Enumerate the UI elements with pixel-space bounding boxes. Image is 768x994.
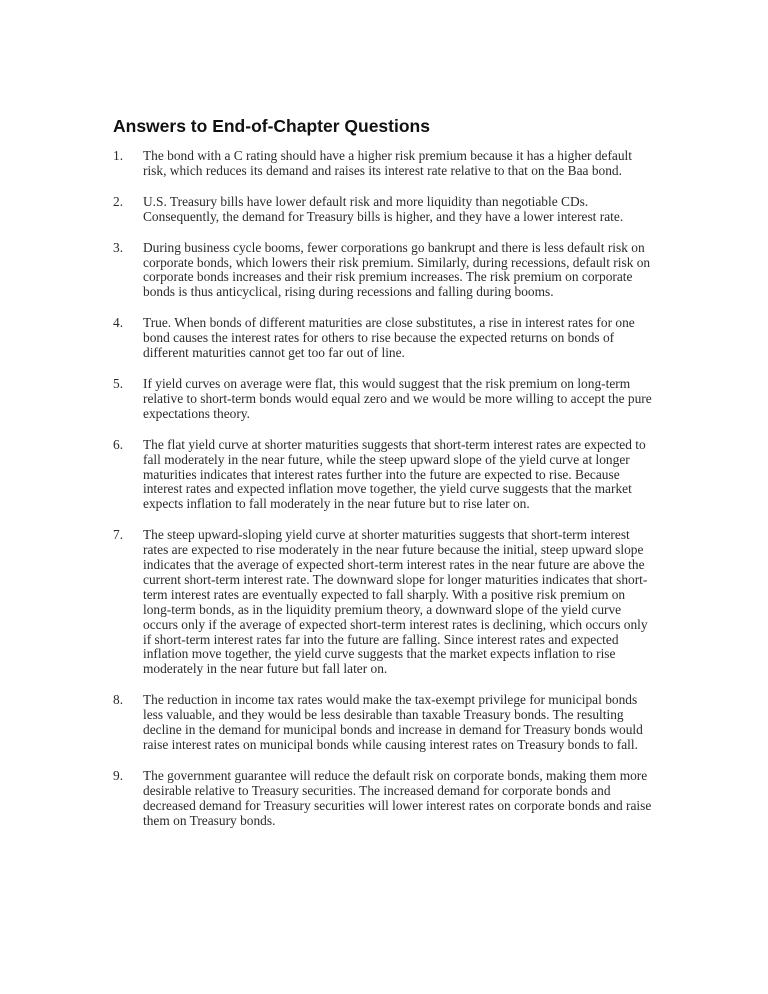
answer-item-8 (113, 693, 653, 753)
answer-number: 5. (113, 375, 124, 391)
answer-number: 8. (113, 692, 124, 708)
answer-item-2 (113, 195, 653, 225)
answer-text: The bond with a C rating should have a higher risk premium because it has a higher default risk, which reduces its demand and raises its interest rate relative to that on the Baa bond. (143, 148, 632, 178)
answer-number: 6. (113, 436, 124, 452)
answer-text: True. When bonds of different maturities are close substitutes, a rise in interest rates for one bond causes the interest rates for others to rise because the expected returns on bonds of different maturities cannot get too far out of line. (143, 315, 635, 361)
answer-item-1 (113, 149, 653, 179)
answer-text: The reduction in income tax rates would make the tax-exempt privilege for municipal bonds less valuable, and they would be less desirable than taxable Treasury bonds. The resulting decline in the demand for municipal bonds and increase in demand for Treasury bonds would raise interest rates on municipal bonds while causing interest rates on Treasury bonds to fall. (143, 692, 643, 752)
answer-number: 9. (113, 767, 124, 783)
answer-number: 1. (113, 148, 124, 163)
answer-text: The steep upward-sloping yield curve at shorter maturities suggests that short-term interest rates are expected to rise moderately in the near future because the initial, steep upward slope indicates that the average of expected short-term interest rates in the near future are above the current short-term interest rate. The downward slope for longer maturities indicates that short-term interest rates are eventually expected to fall sharply. With a positive risk premium on long-term bonds, as in the liquidity premium theory, a downward slope of the yield curve occurs only if the average of expected short-term interest rates is declining, which occurs only if short-term interest rates far into the future are falling. Since interest rates and expected inflation move together, the yield curve suggests that the market expects inflation to rise moderately in the near future but fall later on. (143, 527, 648, 677)
answer-text: U.S. Treasury bills have lower default risk and more liquidity than negotiable CDs. Consequently, the demand for Treasury bills is higher, and they have a lower interest rate. (143, 193, 624, 224)
answer-item-3 (113, 241, 653, 301)
answer-number: 2. (113, 193, 124, 209)
answer-item-7 (113, 528, 653, 677)
answer-number: 4. (113, 315, 124, 331)
answer-text: The flat yield curve at shorter maturities suggests that short-term interest rates are expected to fall moderately in the near future, while the steep upward slope of the yield curve at longer maturities indicates that interest rates further into the future are expected to rise. Because interest rates and expected inflation move together, the yield curve suggests that the market expects inflation to fall moderately in the near future but to rise later on. (143, 436, 646, 512)
answer-text: The government guarantee will reduce the default risk on corporate bonds, making them more desirable relative to Treasury securities. The increased demand for corporate bonds and decreased demand for Treasury securities will lower interest rates on corporate bonds and raise them on Treasury bonds. (143, 767, 652, 828)
answer-list (113, 149, 653, 845)
page-title: Answers to End-of-Chapter Questions (113, 116, 430, 136)
answer-item-5 (113, 377, 653, 422)
answer-item-6 (113, 438, 653, 513)
answer-item-9 (113, 769, 653, 829)
answer-text: During business cycle booms, fewer corporations go bankrupt and there is less default risk on corporate bonds, which lowers their risk premium. Similarly, during recessions, default risk on corporate bonds increases and their risk premium increases. The risk premium on corporate bonds is thus anticyclical, rising during recessions and falling during booms. (143, 239, 651, 300)
answer-item-4 (113, 316, 653, 361)
answer-number: 3. (113, 239, 124, 255)
answer-text: If yield curves on average were flat, this would suggest that the risk premium on long-term relative to short-term bonds would equal zero and we would be more willing to accept the pure expectations theory. (143, 375, 652, 421)
answer-number: 7. (113, 527, 124, 543)
